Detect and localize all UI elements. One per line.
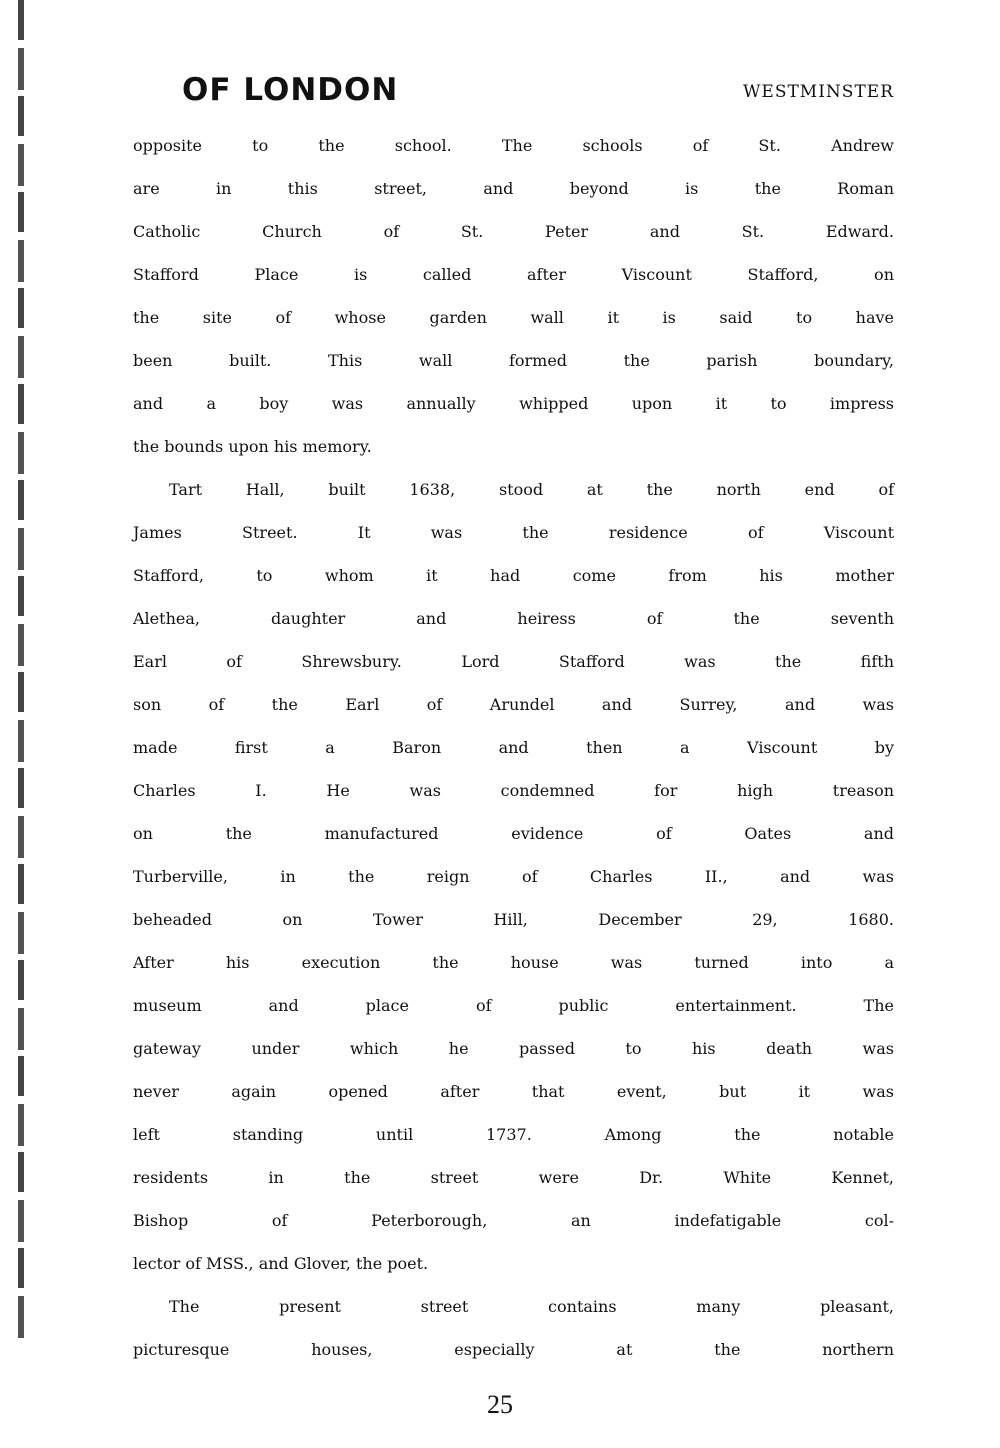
page-number: 25 (487, 1390, 513, 1419)
text-line: opposite to the school. The schools of St. Andrew (133, 136, 894, 155)
text-line: After his execution the house was turned into a (133, 953, 894, 972)
text-line: Charles I. He was condemned for high treason (133, 781, 894, 800)
text-line: Bishop of Peterborough, an indefatigable col- (133, 1211, 894, 1230)
body-text (133, 136, 894, 1383)
text-line: never again opened after that event, but it was (133, 1082, 894, 1101)
text-line: museum and place of public entertainment. The (133, 996, 894, 1015)
text-line: beheaded on Tower Hill, December 29, 1680. (133, 910, 894, 929)
text-line: Tart Hall, built 1638, stood at the north end of (169, 480, 894, 499)
text-line: and a boy was annually whipped upon it to impress (133, 394, 894, 413)
text-line: son of the Earl of Arundel and Surrey, and was (133, 695, 894, 714)
text-line: Earl of Shrewsbury. Lord Stafford was the fifth (133, 652, 894, 671)
text-line: made first a Baron and then a Viscount by (133, 738, 894, 757)
text-line: lector of MSS., and Glover, the poet. (133, 1254, 429, 1273)
paragraph (133, 1297, 894, 1383)
text-line: Catholic Church of St. Peter and St. Edward. (133, 222, 894, 241)
text-line: gateway under which he passed to his death was (133, 1039, 894, 1058)
text-line: Stafford, to whom it had come from his mother (133, 566, 894, 585)
text-line: Stafford Place is called after Viscount Stafford, on (133, 265, 894, 284)
text-line: left standing until 1737. Among the notable (133, 1125, 894, 1144)
text-line: Turberville, in the reign of Charles II., and was (133, 867, 894, 886)
text-line: been built. This wall formed the parish boundary, (133, 351, 894, 370)
running-head-title: OF LONDON (182, 72, 399, 108)
running-head-section: WESTMINSTER (742, 82, 894, 102)
text-line: on the manufactured evidence of Oates and (133, 824, 894, 843)
text-line: Alethea, daughter and heiress of the seventh (133, 609, 894, 628)
paragraph (133, 480, 894, 1297)
text-line: are in this street, and beyond is the Roman (133, 179, 894, 198)
text-line: residents in the street were Dr. White Kennet, (133, 1168, 894, 1187)
paragraph (133, 136, 894, 480)
text-line: the bounds upon his memory. (133, 437, 372, 456)
text-line: James Street. It was the residence of Viscount (133, 523, 894, 542)
text-line: picturesque houses, especially at the northern (133, 1340, 894, 1359)
text-line: The present street contains many pleasant, (169, 1297, 894, 1316)
page-binding-edge (18, 0, 24, 1340)
running-head (182, 72, 894, 116)
text-line: the site of whose garden wall it is said to have (133, 308, 894, 327)
